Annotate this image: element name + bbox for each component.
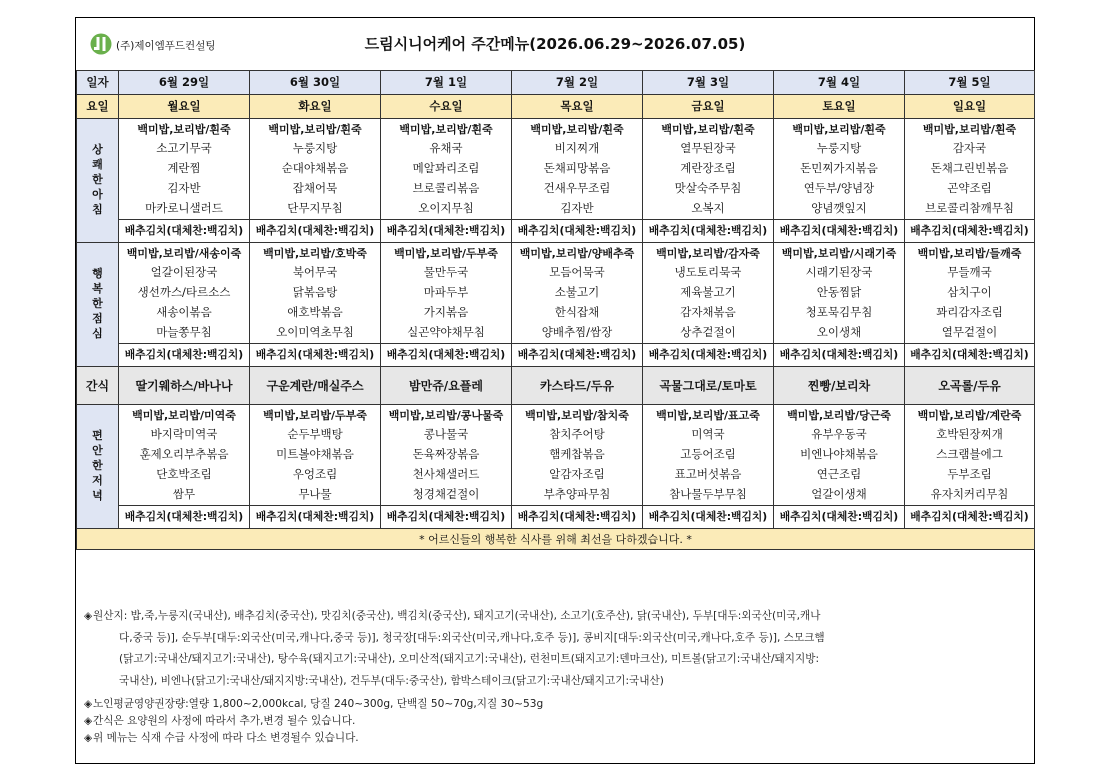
breakfast-row [77, 159, 1035, 179]
origin-line: 원산지: 밥,죽,누룽지(국내산), 배추김치(중국산), 맛김치(중국산), 백김치(중국산), 돼지고기(국내산), 소고기(호주산), 닭(국내산), 두부[대두:외국산(미국,캐나 [93, 610, 821, 622]
snack-label: 간식 [77, 367, 119, 405]
lunch-item: 마파두부 [381, 283, 512, 303]
dinner-item: 청경채겉절이 [381, 485, 512, 506]
lunch-item: 애호박볶음 [250, 303, 381, 323]
dinner-item: 무나물 [250, 485, 381, 506]
lunch-item: 모듬어묵국 [512, 263, 643, 283]
dinner-item: 백미밥,보리밥/표고죽 [643, 405, 774, 426]
dinner-item: 콩나물국 [381, 425, 512, 445]
lunch-row [77, 323, 1035, 344]
lunch-item: 소불고기 [512, 283, 643, 303]
page-title: 드림시니어케어 주간메뉴(2026.06.29~2026.07.05) [364, 35, 746, 53]
dinner-item: 천사채샐러드 [381, 465, 512, 485]
breakfast-item: 건새우무조림 [512, 179, 643, 199]
dinner-item: 배추김치(대체찬:백김치) [643, 506, 774, 529]
dinner-row [77, 445, 1035, 465]
dinner-item: 스크램블에그 [905, 445, 1035, 465]
date-cell: 6월 29일 [119, 71, 250, 95]
lunch-item: 청포묵김무침 [774, 303, 905, 323]
dinner-item: 백미밥,보리밥/콩나물죽 [381, 405, 512, 426]
lunch-item: 열무겉절이 [905, 323, 1035, 344]
breakfast-item: 백미밥,보리밥/흰죽 [774, 119, 905, 140]
breakfast-item: 오복지 [643, 199, 774, 220]
lunch-item: 실곤약야채무침 [381, 323, 512, 344]
lunch-item: 새송이볶음 [119, 303, 250, 323]
dinner-item: 고등어조림 [643, 445, 774, 465]
dinner-item: 부추양파무침 [512, 485, 643, 506]
footer-note-row [77, 529, 1035, 550]
lunch-item: 냉도토리묵국 [643, 263, 774, 283]
weekday-cell: 일요일 [905, 95, 1035, 119]
dinner-item: 얼갈이생채 [774, 485, 905, 506]
nutrition-note [82, 696, 1028, 713]
breakfast-row [77, 139, 1035, 159]
date-cell: 6월 30일 [250, 71, 381, 95]
breakfast-row [77, 119, 1035, 140]
breakfast-row [77, 220, 1035, 243]
dinner-item: 유부우동국 [774, 425, 905, 445]
dinner-row [77, 425, 1035, 445]
dinner-item: 순두부백탕 [250, 425, 381, 445]
header [76, 18, 1034, 70]
breakfast-item: 배추김치(대체찬:백김치) [119, 220, 250, 243]
breakfast-item: 순대야채볶음 [250, 159, 381, 179]
dinner-item: 유자치커리무침 [905, 485, 1035, 506]
dinner-item: 두부조림 [905, 465, 1035, 485]
dinner-item: 배추김치(대체찬:백김치) [381, 506, 512, 529]
breakfast-item: 배추김치(대체찬:백김치) [774, 220, 905, 243]
breakfast-item: 백미밥,보리밥/흰죽 [119, 119, 250, 140]
lunch-item: 백미밥,보리밥/새송이죽 [119, 243, 250, 264]
diamond-bullet-icon: ◈ [84, 698, 93, 710]
lunch-item: 북어무국 [250, 263, 381, 283]
breakfast-item: 배추김치(대체찬:백김치) [512, 220, 643, 243]
lunch-item: 닭볶음탕 [250, 283, 381, 303]
weekday-cell: 목요일 [512, 95, 643, 119]
weekday-cell: 월요일 [119, 95, 250, 119]
breakfast-item: 백미밥,보리밥/흰죽 [250, 119, 381, 140]
breakfast-item: 김자반 [119, 179, 250, 199]
lunch-item: 얼갈이된장국 [119, 263, 250, 283]
menu-sheet [75, 17, 1035, 764]
dinner-item: 쌈무 [119, 485, 250, 506]
dinner-item: 미트볼야채볶음 [250, 445, 381, 465]
lunch-row [77, 344, 1035, 367]
origin-line: 다,중국 등)], 순두부[대두:외국산(미국,캐나다,중국 등)], 청국장[대두:외국산(미국,캐나다,호주 등)], 콩비지[대두:외국산(미국,캐나다,호주 등)], 스모크햄 [119, 631, 825, 644]
lunch-row [77, 243, 1035, 264]
dinner-item: 알감자조림 [512, 465, 643, 485]
date-label: 일자 [77, 71, 119, 95]
weekday-label: 요일 [77, 95, 119, 119]
snack-item: 찐빵/보리차 [774, 367, 905, 405]
lunch-item: 백미밥,보리밥/시래기죽 [774, 243, 905, 264]
lunch-item: 배추김치(대체찬:백김치) [381, 344, 512, 367]
breakfast-item: 곤약조림 [905, 179, 1035, 199]
breakfast-item: 브로콜리참깨무침 [905, 199, 1035, 220]
breakfast-item: 맛살숙주무침 [643, 179, 774, 199]
lunch-label: 행 복 한 점 심 [77, 243, 119, 367]
breakfast-item: 돈채피망볶음 [512, 159, 643, 179]
breakfast-item: 오이지무침 [381, 199, 512, 220]
dinner-item: 호박된장찌개 [905, 425, 1035, 445]
menu-change-note [82, 730, 1028, 747]
lunch-item: 배추김치(대체찬:백김치) [119, 344, 250, 367]
lunch-item: 삼치구이 [905, 283, 1035, 303]
diamond-bullet-icon: ◈ [84, 732, 93, 744]
dinner-item: 백미밥,보리밥/참치죽 [512, 405, 643, 426]
notes [76, 606, 1034, 747]
company-name: (주)제이엠푸드컨설팅 [116, 40, 216, 52]
dinner-row [77, 405, 1035, 426]
breakfast-item: 배추김치(대체찬:백김치) [381, 220, 512, 243]
breakfast-item: 돈채그린빈볶음 [905, 159, 1035, 179]
date-cell: 7월 4일 [774, 71, 905, 95]
weekday-cell: 수요일 [381, 95, 512, 119]
dinner-item: 바지락미역국 [119, 425, 250, 445]
dinner-item: 배추김치(대체찬:백김치) [512, 506, 643, 529]
dinner-item: 비엔나야채볶음 [774, 445, 905, 465]
dinner-item: 단호박조림 [119, 465, 250, 485]
snack-item: 오곡롤/두유 [905, 367, 1035, 405]
lunch-item: 상추겉절이 [643, 323, 774, 344]
breakfast-item: 양념깻잎지 [774, 199, 905, 220]
snack-change-note [82, 713, 1028, 730]
dinner-item: 백미밥,보리밥/두부죽 [250, 405, 381, 426]
lunch-item: 한식잡채 [512, 303, 643, 323]
breakfast-item: 배추김치(대체찬:백김치) [905, 220, 1035, 243]
breakfast-item: 메알꽈리조림 [381, 159, 512, 179]
date-cell: 7월 1일 [381, 71, 512, 95]
breakfast-item: 계란찜 [119, 159, 250, 179]
menu-change-text: 위 메뉴는 식재 수급 사정에 따라 다소 변경될수 있습니다. [93, 732, 359, 744]
breakfast-item: 백미밥,보리밥/흰죽 [512, 119, 643, 140]
date-cell: 7월 5일 [905, 71, 1035, 95]
lunch-item: 배추김치(대체찬:백김치) [643, 344, 774, 367]
breakfast-item: 소고기무국 [119, 139, 250, 159]
origin-line: 국내산), 비엔나(닭고기:국내산/돼지지방:국내산), 건두부(대두:중국산), 함박스테이크(닭고기:국내산/돼지고기:국내산) [119, 674, 664, 687]
snack-item: 구운계란/매실주스 [250, 367, 381, 405]
breakfast-item: 마카로니샐러드 [119, 199, 250, 220]
snack-row [77, 367, 1035, 405]
dinner-item: 백미밥,보리밥/당근죽 [774, 405, 905, 426]
breakfast-item: 계란장조림 [643, 159, 774, 179]
lunch-item: 감자채볶음 [643, 303, 774, 323]
lunch-item: 마늘쫑무침 [119, 323, 250, 344]
dinner-item: 미역국 [643, 425, 774, 445]
breakfast-item: 백미밥,보리밥/흰죽 [905, 119, 1035, 140]
breakfast-item: 돈민찌가지볶음 [774, 159, 905, 179]
weekday-row [77, 95, 1035, 119]
snack-change-text: 간식은 요양원의 사정에 따라서 추가,변경 될수 있습니다. [93, 715, 356, 727]
date-cell: 7월 3일 [643, 71, 774, 95]
lunch-item: 배추김치(대체찬:백김치) [774, 344, 905, 367]
dinner-item: 백미밥,보리밥/계란죽 [905, 405, 1035, 426]
lunch-item: 오이미역초무침 [250, 323, 381, 344]
lunch-item: 백미밥,보리밥/양배추죽 [512, 243, 643, 264]
diamond-bullet-icon: ◈ [84, 715, 93, 727]
dinner-item: 배추김치(대체찬:백김치) [774, 506, 905, 529]
lunch-item: 양배추찜/쌈장 [512, 323, 643, 344]
breakfast-item: 잡채어묵 [250, 179, 381, 199]
date-cell: 7월 2일 [512, 71, 643, 95]
lunch-item: 백미밥,보리밥/호박죽 [250, 243, 381, 264]
lunch-item: 물만두국 [381, 263, 512, 283]
date-row [77, 71, 1035, 95]
lunch-row [77, 283, 1035, 303]
dinner-item: 연근조림 [774, 465, 905, 485]
dinner-item: 배추김치(대체찬:백김치) [119, 506, 250, 529]
dinner-item: 표고버섯볶음 [643, 465, 774, 485]
breakfast-item: 배추김치(대체찬:백김치) [250, 220, 381, 243]
lunch-item: 배추김치(대체찬:백김치) [905, 344, 1035, 367]
lunch-row [77, 263, 1035, 283]
dinner-item: 배추김치(대체찬:백김치) [250, 506, 381, 529]
lunch-item: 오이생채 [774, 323, 905, 344]
breakfast-item: 김자반 [512, 199, 643, 220]
breakfast-item: 누룽지탕 [250, 139, 381, 159]
dinner-row [77, 485, 1035, 506]
lunch-item: 백미밥,보리밥/감자죽 [643, 243, 774, 264]
nutrition-text: 노인평균영양권장량:열량 1,800~2,000kcal, 당질 240~300g, 단백질 50~70g,지질 30~53g [93, 698, 544, 710]
lunch-item: 백미밥,보리밥/두부죽 [381, 243, 512, 264]
lunch-item: 시래기된장국 [774, 263, 905, 283]
dinner-item: 햄케찹볶음 [512, 445, 643, 465]
lunch-item: 백미밥,보리밥/들깨죽 [905, 243, 1035, 264]
snack-item: 딸기웨하스/바나나 [119, 367, 250, 405]
snack-item: 카스타드/두유 [512, 367, 643, 405]
lunch-item: 배추김치(대체찬:백김치) [512, 344, 643, 367]
breakfast-item: 누룽지탕 [774, 139, 905, 159]
dinner-item: 훈제오리부추볶음 [119, 445, 250, 465]
breakfast-row [77, 199, 1035, 220]
breakfast-item: 비지찌개 [512, 139, 643, 159]
lunch-item: 제육불고기 [643, 283, 774, 303]
weekday-cell: 금요일 [643, 95, 774, 119]
breakfast-item: 단무지무침 [250, 199, 381, 220]
breakfast-item: 백미밥,보리밥/흰죽 [643, 119, 774, 140]
breakfast-item: 브로콜리볶음 [381, 179, 512, 199]
breakfast-item: 연두부/양념장 [774, 179, 905, 199]
diamond-bullet-icon: ◈ [84, 610, 93, 622]
lunch-item: 꽈리감자조림 [905, 303, 1035, 323]
footer-note: * 어르신들의 행복한 식사를 위해 최선을 다하겠습니다. * [77, 529, 1035, 550]
breakfast-item: 감자국 [905, 139, 1035, 159]
weekday-cell: 화요일 [250, 95, 381, 119]
snack-item: 곡물그대로/토마토 [643, 367, 774, 405]
weekly-menu-table [76, 70, 1035, 550]
lunch-item: 배추김치(대체찬:백김치) [250, 344, 381, 367]
breakfast-item: 열무된장국 [643, 139, 774, 159]
dinner-item: 백미밥,보리밥/미역죽 [119, 405, 250, 426]
lunch-row [77, 303, 1035, 323]
dinner-item: 배추김치(대체찬:백김치) [905, 506, 1035, 529]
dinner-item: 우엉조림 [250, 465, 381, 485]
lunch-item: 무들깨국 [905, 263, 1035, 283]
dinner-item: 참치주어탕 [512, 425, 643, 445]
breakfast-item: 백미밥,보리밥/흰죽 [381, 119, 512, 140]
weekday-cell: 토요일 [774, 95, 905, 119]
dinner-row [77, 506, 1035, 529]
lunch-item: 안동찜닭 [774, 283, 905, 303]
origin-note [82, 606, 1028, 692]
breakfast-item: 유채국 [381, 139, 512, 159]
dinner-row [77, 465, 1035, 485]
dinner-label: 편 안 한 저 녁 [77, 405, 119, 529]
breakfast-item: 배추김치(대체찬:백김치) [643, 220, 774, 243]
lunch-item: 가지볶음 [381, 303, 512, 323]
origin-line: (닭고기:국내산/돼지고기:국내산), 탕수육(돼지고기:국내산), 오미산적(돼지고기:국내산), 런천미트(돼지고기:덴마크산), 미트볼(닭고기:국내산/돼지지방: [119, 653, 820, 665]
breakfast-row [77, 179, 1035, 199]
dinner-item: 참나물두부무침 [643, 485, 774, 506]
breakfast-label: 상 쾌 한 아 침 [77, 119, 119, 243]
lunch-item: 생선까스/타르소스 [119, 283, 250, 303]
snack-item: 밤만쥬/요플레 [381, 367, 512, 405]
dinner-item: 돈육짜장볶음 [381, 445, 512, 465]
